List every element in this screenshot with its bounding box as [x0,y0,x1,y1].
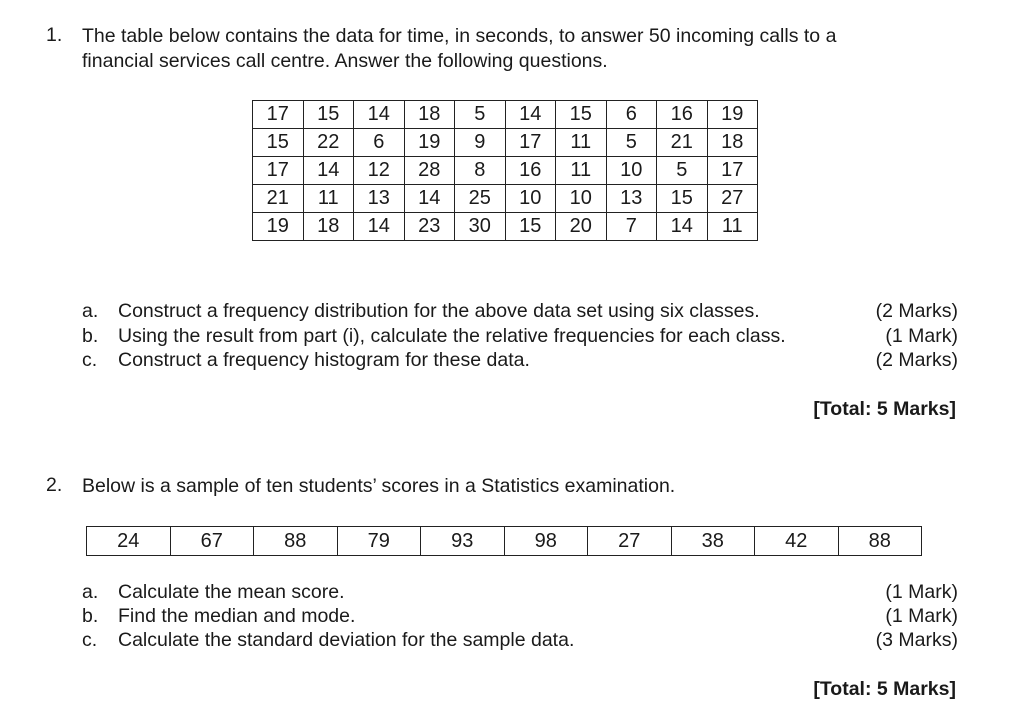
part-marks: (1 Mark) [885,605,958,627]
question-2-part-b [82,604,958,629]
table-cell: 10 [505,185,556,213]
question-1-total: [Total: 5 Marks] [813,398,956,420]
table-cell: 15 [303,101,354,129]
table-cell: 10 [556,185,607,213]
table-cell: 17 [707,157,758,185]
table-row [253,129,758,157]
table-cell: 5 [455,101,506,129]
table-cell: 18 [404,101,455,129]
score-cell: 42 [755,527,839,556]
table-cell: 8 [455,157,506,185]
question-1-line-2: financial services call centre. Answer the following questions. [82,50,608,72]
table-cell: 17 [505,129,556,157]
table-cell: 19 [404,129,455,157]
table-cell: 6 [354,129,405,157]
question-2-number: 2. [46,474,63,496]
table-row [87,527,922,556]
table-cell: 13 [354,185,405,213]
part-letter: b. [82,605,99,627]
score-cell: 79 [337,527,421,556]
table-cell: 7 [606,213,657,241]
part-marks: (2 Marks) [875,300,958,322]
part-marks: (1 Mark) [885,325,958,347]
question-1-text [82,24,972,74]
table-cell: 13 [606,185,657,213]
part-marks: (1 Mark) [885,581,958,603]
score-cell: 88 [254,527,338,556]
question-1-part-b [82,324,958,349]
part-letter: c. [82,629,98,651]
table-cell: 14 [354,101,405,129]
part-letter: a. [82,300,99,322]
table-cell: 9 [455,129,506,157]
table-cell: 14 [404,185,455,213]
part-marks: (2 Marks) [875,349,958,371]
table-cell: 15 [505,213,556,241]
table-row [253,185,758,213]
question-2-part-c [82,628,958,653]
table-cell: 14 [657,213,708,241]
part-text: Calculate the mean score. [118,581,345,603]
question-2-total: [Total: 5 Marks] [813,678,956,700]
score-cell: 98 [504,527,588,556]
table-cell: 15 [556,101,607,129]
exam-scores-table [86,526,922,556]
score-cell: 27 [588,527,672,556]
table-cell: 14 [354,213,405,241]
table-cell: 19 [253,213,304,241]
question-2-text: Below is a sample of ten students’ scores in a Statistics examination. [82,475,676,497]
part-letter: c. [82,349,98,371]
score-cell: 93 [421,527,505,556]
table-cell: 11 [556,157,607,185]
table-cell: 11 [707,213,758,241]
part-letter: a. [82,581,99,603]
table-cell: 18 [707,129,758,157]
part-text: Construct a frequency histogram for these data. [118,349,530,371]
question-1-part-c [82,348,958,373]
table-cell: 22 [303,129,354,157]
question-1-number: 1. [46,24,63,46]
part-marks: (3 Marks) [875,629,958,651]
question-2-part-a [82,580,958,605]
score-cell: 88 [838,527,922,556]
table-cell: 5 [606,129,657,157]
table-cell: 20 [556,213,607,241]
table-row [253,101,758,129]
table-cell: 23 [404,213,455,241]
table-row [253,213,758,241]
question-1-line-1: The table below contains the data for time, in seconds, to answer 50 incoming calls to a [82,25,837,47]
table-cell: 19 [707,101,758,129]
part-text: Calculate the standard deviation for the sample data. [118,629,575,651]
table-cell: 5 [657,157,708,185]
table-cell: 25 [455,185,506,213]
table-cell: 16 [657,101,708,129]
question-1-part-a [82,299,958,324]
score-cell: 67 [170,527,254,556]
table-cell: 14 [505,101,556,129]
table-row [253,157,758,185]
table-cell: 10 [606,157,657,185]
table-cell: 28 [404,157,455,185]
table-cell: 6 [606,101,657,129]
table-cell: 21 [253,185,304,213]
table-cell: 30 [455,213,506,241]
part-text: Construct a frequency distribution for the above data set using six classes. [118,300,760,322]
table-cell: 17 [253,157,304,185]
table-cell: 15 [253,129,304,157]
call-time-data-table [252,100,758,241]
table-cell: 12 [354,157,405,185]
score-cell: 24 [87,527,171,556]
table-cell: 16 [505,157,556,185]
score-cell: 38 [671,527,755,556]
table-cell: 18 [303,213,354,241]
table-cell: 11 [556,129,607,157]
table-cell: 15 [657,185,708,213]
table-cell: 17 [253,101,304,129]
table-cell: 14 [303,157,354,185]
part-text: Find the median and mode. [118,605,356,627]
table-cell: 11 [303,185,354,213]
table-cell: 27 [707,185,758,213]
part-text: Using the result from part (i), calculate the relative frequencies for each class. [118,325,786,347]
part-letter: b. [82,325,99,347]
table-cell: 21 [657,129,708,157]
